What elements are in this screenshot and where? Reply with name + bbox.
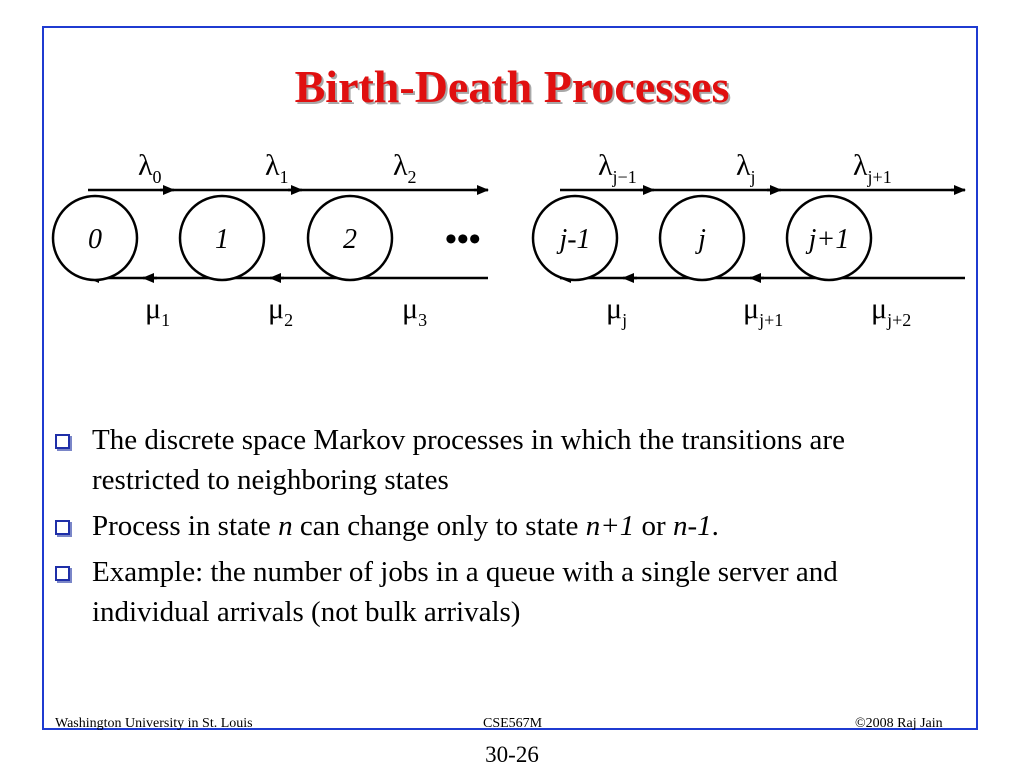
right-arrival-rate: λj+1 bbox=[853, 149, 892, 187]
right-departure-rate: μj+2 bbox=[871, 292, 912, 330]
left-state-label: 1 bbox=[215, 224, 229, 255]
bullet-item bbox=[55, 506, 955, 546]
right-state-label: j+1 bbox=[808, 224, 850, 255]
checkbox-bullet-icon bbox=[55, 434, 70, 449]
footer-course: CSE567M bbox=[483, 716, 543, 731]
slide-title: Birth-Death Processes bbox=[294, 61, 730, 112]
left-departure-rate: μ1 bbox=[145, 292, 171, 330]
right-state-label: j bbox=[698, 224, 706, 255]
checkbox-bullet-icon bbox=[55, 520, 70, 535]
bullet-text: n+1 bbox=[585, 510, 635, 542]
ellipsis: ••• bbox=[445, 221, 481, 258]
right-state-label: j-1 bbox=[559, 224, 591, 255]
right-arrival-rate: λj bbox=[736, 149, 756, 187]
footer-copyright: ©2008 Raj Jain bbox=[855, 716, 943, 731]
bullet-text: Example: the number of jobs in a queue with a single server and individual arrivals (not bulk arrivals) bbox=[92, 556, 838, 628]
bullet-text: The discrete space Markov processes in which the transitions are restricted to neighboring states bbox=[92, 424, 845, 496]
left-arrival-rate: λ2 bbox=[393, 149, 417, 187]
bullet-text: . bbox=[711, 510, 719, 542]
left-state-label: 0 bbox=[88, 224, 102, 255]
left-state-label: 2 bbox=[343, 224, 357, 255]
right-departure-rate: μj bbox=[606, 292, 628, 330]
bullet-list bbox=[55, 420, 955, 638]
checkbox-bullet-icon bbox=[55, 566, 70, 581]
left-arrival-rate: λ0 bbox=[138, 149, 162, 187]
bullet-text: Process in state bbox=[92, 510, 279, 542]
left-departure-rate: μ2 bbox=[268, 292, 294, 330]
bullet-item bbox=[55, 552, 955, 632]
bullet-text: can change only to state bbox=[292, 510, 586, 542]
right-departure-rate: μj+1 bbox=[743, 292, 784, 330]
bullet-text: or bbox=[634, 510, 673, 542]
footer-institution: Washington University in St. Louis bbox=[55, 716, 253, 731]
left-arrival-rate: λ1 bbox=[265, 149, 289, 187]
left-departure-rate: μ3 bbox=[402, 292, 428, 330]
page-number: 30-26 bbox=[485, 742, 539, 767]
bullet-text: n-1 bbox=[672, 510, 712, 542]
bullet-item bbox=[55, 420, 955, 500]
right-arrival-rate: λj−1 bbox=[598, 149, 637, 187]
bullet-text: n bbox=[278, 510, 293, 542]
